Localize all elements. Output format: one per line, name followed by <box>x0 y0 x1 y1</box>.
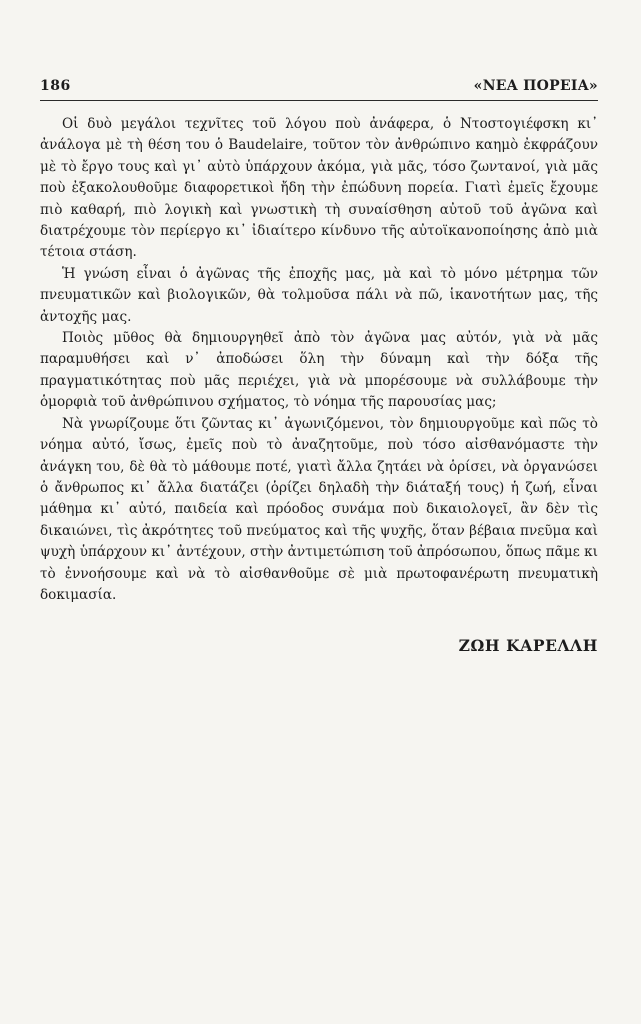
journal-title: «ΝΕΑ ΠΟΡΕΙΑ» <box>473 78 598 94</box>
page-number: 186 <box>40 78 71 94</box>
author-signature: ΖΩΗ ΚΑΡΕΛΛΗ <box>458 636 598 655</box>
paragraph-3: Ποιὸς μῦθος θὰ δημιουργηθεῖ ἀπὸ τὸν ἀγῶνα μας αὐτόν, γιὰ νὰ μᾶς παραμυθήσει καὶ ν᾽ ἀποδώσει ὅλη τὴν δύναμη καὶ τὴν δόξα τῆς πραγματικότητας ποὺ μᾶς περιέχει, γιὰ νὰ μπορέσουμε νὰ συλλάβουμε τὴν ὁμορφιὰ τοῦ ἀνθρώπινου σχήματος, τὸ νόημα τῆς παρουσίας μας; <box>40 330 598 411</box>
paragraph-2: Ἡ γνώση εἶναι ὁ ἀγῶνας τῆς ἐποχῆς μας, μὰ καὶ τὸ μόνο μέτρημα τῶν πνευματικῶν καὶ βιολογικῶν, θὰ τολμοῦσα πάλι νὰ πῶ, ἱκανοτήτων μας, τῆς ἀντοχῆς μας. <box>40 265 598 325</box>
paragraph-1: Οἱ δυὸ μεγάλοι τεχνῖτες τοῦ λόγου ποὺ ἀνάφερα, ὁ Ντοστογιέφσκη κι᾽ ἀνάλογα μὲ τὴ θέση του ὁ Baudelaire, τοῦτον τὸν ἀνθρώπινο καημὸ ἐκφράζουν μὲ τὸ ἔργο τους καὶ γι᾽ αὐτὸ ὑπάρχουν ἀκόμα, γιὰ μᾶς, τόσο ζωντανοί, γιὰ μᾶς ποὺ ἐξακολουθοῦμε διαφορετικοὶ ἤδη τὴν ἐπώδυνη πορεία. Γιατὶ ἐμεῖς ἔχουμε πιὸ καθαρή, πιὸ λογικὴ καὶ γνωστικὴ τὴ συναίσθηση αὐτοῦ τοῦ ἀγῶνα καὶ διατρέχουμε τὸν περίεργο κι᾽ ἰδιαίτερο κίνδυνο τῆς αὐτοϊκανοποίησης ἀπὸ μιὰ τέτοια στάση. <box>40 116 598 261</box>
paragraph-4: Νὰ γνωρίζουμε ὅτι ζῶντας κι᾽ ἀγωνιζόμενοι, τὸν δημιουργοῦμε καὶ πῶς τὸ νόημα αὐτό, ἴσως, ἐμεῖς ποὺ τὸ ἀναζητοῦμε, ποὺ τόσο αἰσθανόμαστε τὴν ἀνάγκη του, δὲ θὰ τὸ μάθουμε ποτέ, γιατὶ ἄλλα ζητάει νὰ ὁρίσει, νὰ ὀργανώσει ὁ ἄνθρωπος κι᾽ ἄλλα διατάζει (ὁρίζει δηλαδὴ τὴν διάταξή τους) ἡ ζωή, εἶναι μάθημα κι᾽ αὐτό, παιδεία καὶ πρόοδος συνάμα ποὺ δικαιολογεῖ, ἂν δὲν τὶς δικαιώνει, τὶς ἀκρότητες τοῦ πνεύματος καὶ τῆς ψυχῆς, ὅταν βέβαια πνεῦμα καὶ ψυχὴ ὑπάρχουν κι᾽ ἀντέχουν, στὴν ἀντιμετώπιση τοῦ ἀπρόσωπου, ὅπως πᾶμε κι τὸ ἐννοήσουμε καὶ νὰ τὸ αἰσθανθοῦμε σὲ μιὰ πρωτοφανέρωτη πνευματικὴ δοκιμασία. <box>40 415 598 603</box>
article-body <box>40 114 598 606</box>
header-rule <box>40 100 598 101</box>
page-header <box>40 78 598 98</box>
